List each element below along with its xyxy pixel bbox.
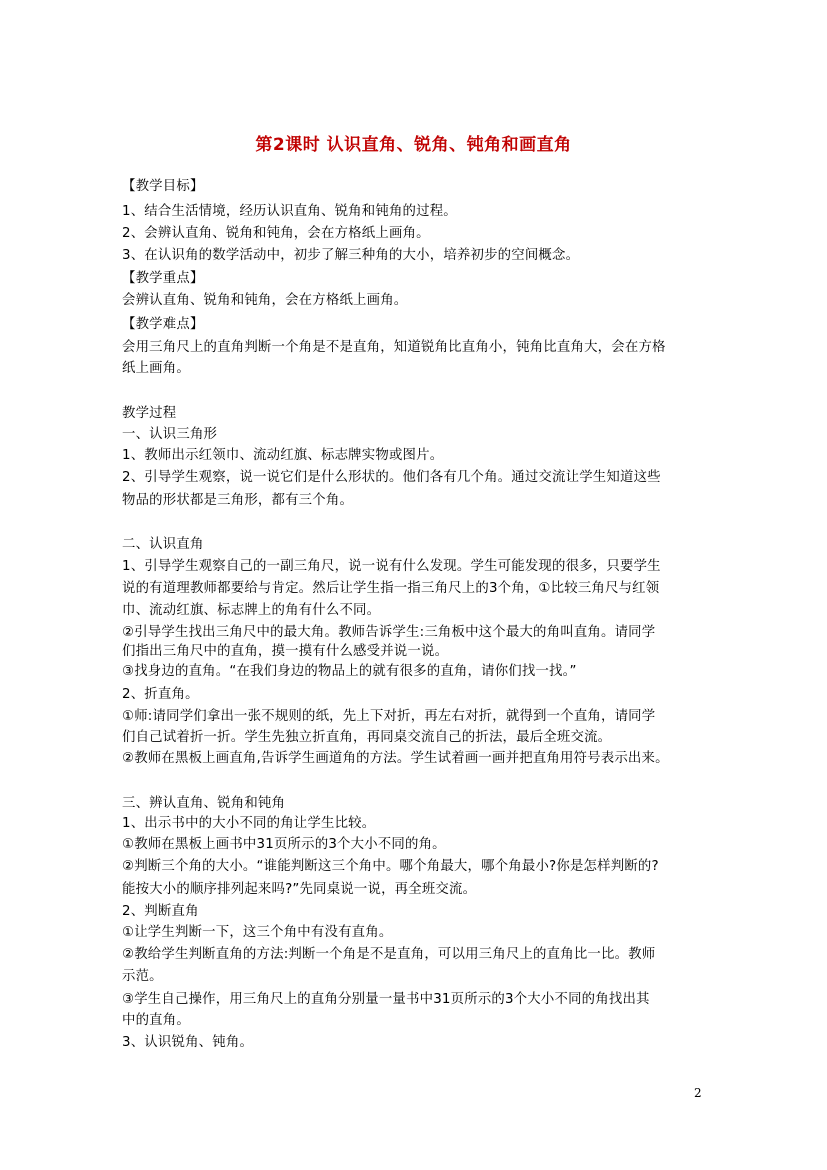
page-number: 2	[694, 1086, 702, 1100]
text-line: ②判断三个角的大小。“谁能判断这三个角中。哪个角最大，哪个角最小?你是怎样判断的?	[122, 859, 659, 874]
text-line: ①让学生判断一下，这三个角中有没有直角。	[122, 925, 393, 940]
text-line: ①师:请同学们拿出一张不规则的纸，先上下对折，再左右对折，就得到一个直角，请同学	[122, 709, 656, 724]
text-line: 说的有道理教师都要给与肯定。然后让学生指一指三角尺上的3个角，①比较三角尺与红领	[122, 581, 660, 596]
page-title: 第2课时 认识直角、锐角、钝角和画直角	[255, 135, 572, 155]
section-heading: 一、认识三角形	[122, 427, 218, 442]
text-line: ②引导学生找出三角尺中的最大角。教师告诉学生:三角板中这个最大的角叫直角。请同学	[122, 625, 656, 640]
text-line: 会辨认直角、锐角和钝角，会在方格纸上画角。	[122, 293, 408, 308]
text-line: ②教师在黑板上画直角,告诉学生画道角的方法。学生试着画一画并把直角用符号表示出来。	[122, 751, 669, 766]
text-line: 们自己试着折一折。学生先独立折直角，再同桌交流自己的折法，最后全班交流。	[122, 730, 612, 745]
heading-key-points: 【教学重点】	[122, 271, 204, 286]
text-line: 2、引导学生观察，说一说它们是什么形状的。他们各有几个角。通过交流让学生知道这些	[122, 470, 661, 485]
text-line: 3、在认识角的数学活动中，初步了解三种角的大小，培养初步的空间概念。	[122, 248, 580, 263]
text-line: 物品的形状都是三角形，都有三个角。	[122, 493, 354, 508]
text-line: 示范。	[122, 969, 163, 984]
text-line: 中的直角。	[122, 1013, 190, 1028]
text-line: ③学生自己操作，用三角尺上的直角分别量一量书中31页所示的3个大小不同的角找出其	[122, 992, 650, 1007]
section-heading: 教学过程	[122, 406, 177, 421]
text-line: 2、折直角。	[122, 687, 199, 702]
heading-objectives: 【教学目标】	[122, 179, 204, 194]
section-heading: 三、辨认直角、锐角和钝角	[122, 796, 286, 811]
text-line: 能按大小的顺序排列起来吗?”先同桌说一说，再全班交流。	[122, 882, 477, 897]
text-line: 会用三角尺上的直角判断一个角是不是直角，知道锐角比直角小，钝角比直角大，会在方格	[122, 340, 666, 355]
text-line: 纸上画角。	[122, 361, 190, 376]
text-line: 1、出示书中的大小不同的角让学生比较。	[122, 816, 376, 831]
text-line: 巾、流动红旗、标志牌上的角有什么不同。	[122, 603, 381, 618]
text-line: ③找身边的直角。“在我们身边的物品上的就有很多的直角，请你们找一找。”	[122, 664, 577, 679]
text-line: 们指出三角尺中的直角，摸一摸有什么感受并说一说。	[122, 644, 449, 659]
text-line: ①教师在黑板上画书中31页所示的3个大小不同的角。	[122, 837, 446, 852]
text-line: 1、教师出示红领巾、流动红旗、标志牌实物或图片。	[122, 448, 444, 463]
text-line: 3、认识锐角、钝角。	[122, 1035, 254, 1050]
text-line: 1、引导学生观察自己的一副三角尺，说一说有什么发现。学生可能发现的很多，只要学生	[122, 559, 661, 574]
section-heading: 二、认识直角	[122, 537, 204, 552]
text-line: 1、结合生活情境，经历认识直角、锐角和钝角的过程。	[122, 204, 457, 219]
text-line: 2、判断直角	[122, 904, 199, 919]
heading-difficulties: 【教学难点】	[122, 317, 204, 332]
text-line: 2、会辨认直角、锐角和钝角，会在方格纸上画角。	[122, 226, 430, 241]
text-line: ②教给学生判断直角的方法:判断一个角是不是直角，可以用三角尺上的直角比一比。教师	[122, 947, 656, 962]
